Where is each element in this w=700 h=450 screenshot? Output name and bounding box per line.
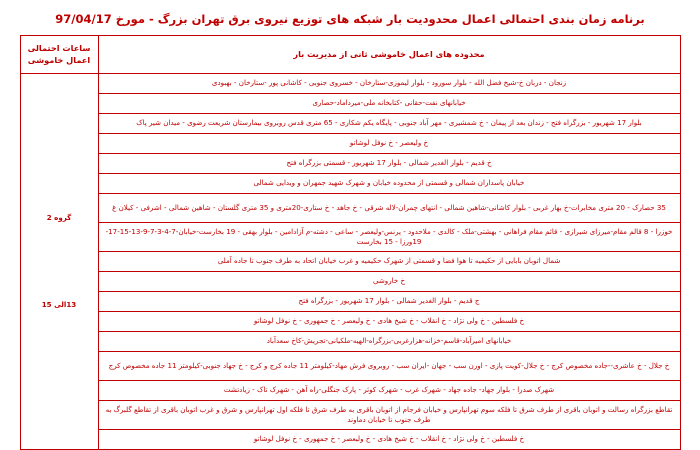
column-header-zones: محدوده های اعمال خاموشی ثانی از مدیریت بار xyxy=(98,36,680,74)
table-body xyxy=(20,73,680,449)
table-row xyxy=(20,271,680,291)
page-title: برنامه زمان بندی احتمالی اعمال محدودیت بار شبکه های توزیع نیروی برق تهران بزرگ - مورخ 97/04/17 xyxy=(55,12,645,26)
group-hours-cell xyxy=(20,73,98,449)
table-row xyxy=(20,291,680,311)
zone-cell: خ فلسطین - خ ولی نژاد - خ انقلاب - خ شیخ هادی - خ ولیعصر - خ جمهوری - خ نوفل لوشاتو xyxy=(98,311,680,331)
zone-cell: شهرک صدرا - بلوار جهاد- جاده جهاد - شهرک غرب - شهرک کوثر - پارک جنگلی-راه آهن - شهرک تاک - زیادتشت xyxy=(98,380,680,400)
table-row xyxy=(20,331,680,351)
zone-cell: خوزرا - 8 قالم مقام-میرزای شیرازی - قائم مقام فراهانی - بهشتی-ملک - کالدی - ملاحدود - پرنس-ولیعصر - ساعی - دشته-م آزادامین - بلوار بهقی - 19 بخارست-خیابان-7-4-3-7-9-13-15-17-19ورزا - 15 بخارست xyxy=(98,222,680,251)
table-row xyxy=(20,380,680,400)
zone-cell: خ خاروشی xyxy=(98,271,680,291)
table-row xyxy=(20,133,680,153)
table-row xyxy=(20,400,680,429)
zone-cell: بلوار 17 شهریور - بزرگراه فتح - زندان بعد از پیمان - خ شمشیری - مهر آباد جنوبی - پایگاه یکم شکاری - 65 متری قدس روبروی بیمارستان شریعت رضوی - میدان شیر پاک xyxy=(98,113,680,133)
column-header-hours: ساعات احتمالی اعمال خاموشی xyxy=(20,36,98,74)
zone-cell: خیابانهای نفت-حقانی -کتابخانه ملی-میرداماد-حصاری xyxy=(98,93,680,113)
table-row xyxy=(20,173,680,193)
outage-schedule-table xyxy=(20,35,681,450)
table-row xyxy=(20,311,680,331)
table-row xyxy=(20,351,680,380)
table-header-row xyxy=(20,36,680,74)
zone-cell: خ فلسطین - خ ولی نژاد - خ انقلاب - خ شیخ هادی - خ ولیعصر - خ جمهوری - خ نوفل لوشاتو xyxy=(98,429,680,449)
zone-cell: خ قدیم - بلوار الغدیر شمالی - بلوار 17 شهریور - قسمتی بزرگراه فتح xyxy=(98,153,680,173)
table-row xyxy=(20,429,680,449)
table-row xyxy=(20,113,680,133)
zone-cell: خیابان پاسداران شمالی و قسمتی از محدوده خیابان و شهرک شهید جمهران و ویدایی شمالی xyxy=(98,173,680,193)
zone-cell: ج قدیم - بلوار الغدیر شمالی - بلوار 17 شهریور - بزرگراه فتح xyxy=(98,291,680,311)
zone-cell: خ ولیعصر - خ نوفل لوشاتو xyxy=(98,133,680,153)
table-row xyxy=(20,93,680,113)
zone-cell: تقاطع بزرگراه رسالت و اتوبان باقری از طرف شرق تا فلکه سوم تهرانپارس و خیابان فرجام از اتوبان باقری به طرف شرق تا فلکه اول تهرانپارس و شرق و غرب اتوبان باقری از تقاطع گلبرگ به طرف جنوب تا خیابان دماوند xyxy=(98,400,680,429)
table-row xyxy=(20,153,680,173)
table-row xyxy=(20,73,680,93)
zone-cell: خیابانهای امیرآباد-قاسم-خزانه-هزارغربی-بزرگراه-الهیه-ملکیانی-تجریش-کاخ سعدآباد xyxy=(98,331,680,351)
zone-cell: 35 حصارک - 20 متری مخابرات-خ بهار غربی - بلوار کاشانی-شاهین شمالی - انتهای چمران-لاله شرقی - خ جاهد - خ ستاری-20متری و 35 متری گلستان - شاهین شمالی - اشرفی - کیلان غ xyxy=(98,193,680,222)
zone-cell: شمال اتوبان بابایی از حکیمیه تا هوا فضا و قسمتی از شهرک حکیمیه و غرب خیابان اتحاد به طرف جنوب تا جاده آملی xyxy=(98,251,680,271)
table-row xyxy=(20,251,680,271)
table-header xyxy=(20,36,680,74)
zone-cell: خ جلال - خ عاشری--جاده مخصوص کرج - خ جلال-کویت پازی - اورن سب - جهان -ایران سب - روبروی فرش مهاد-کیلومتر 11 جاده کرج و کرج - خ جهاد جنوبی-کیلومتر 11 جاده مخصوص کرج xyxy=(98,351,680,380)
group-time-label: 13الی 15 xyxy=(41,300,77,310)
table-row xyxy=(20,222,680,251)
zone-cell: زنجان - دربان خ-شیخ فضل الله - بلوار سورود - بلوار لیموزی-ستارخان - خسروی جنوبی - کاشانی پور -ستارخان - بهبودی xyxy=(98,73,680,93)
group-label: گروه 2 xyxy=(46,212,72,222)
table-row xyxy=(20,193,680,222)
